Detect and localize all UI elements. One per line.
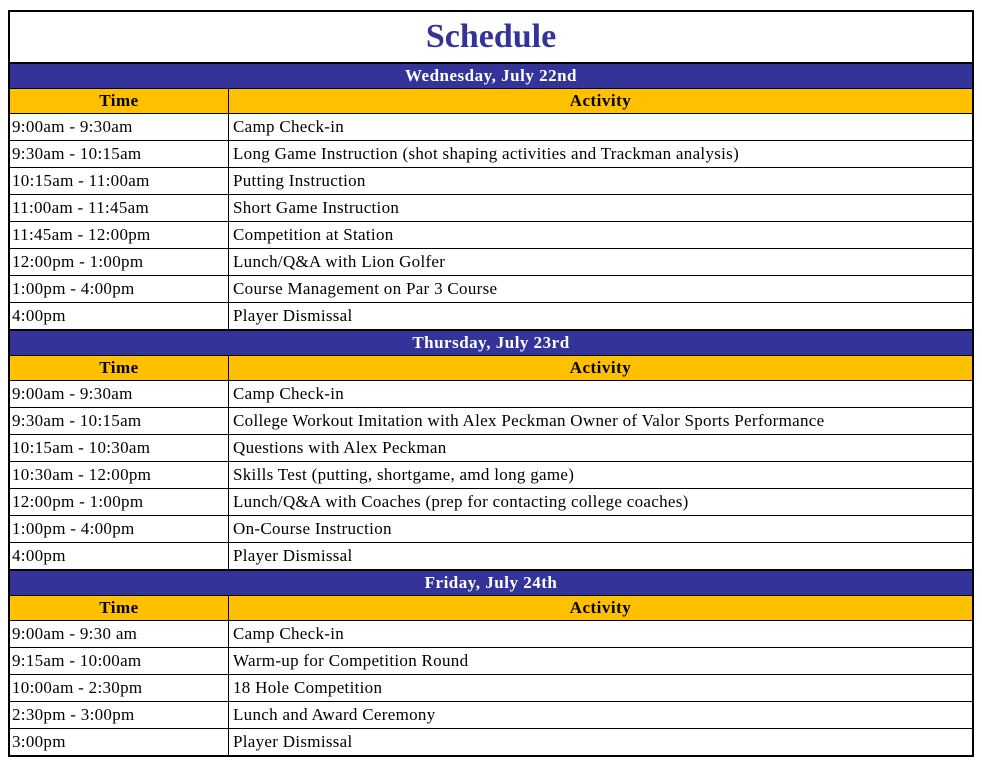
table-row [10, 408, 972, 435]
time-cell: 9:15am - 10:00am [10, 648, 229, 674]
activity-cell: Player Dismissal [233, 732, 353, 751]
time-column-header: Time [10, 356, 229, 380]
activity-column-header: Activity [569, 358, 632, 377]
time-cell: 10:30am - 12:00pm [10, 462, 229, 488]
activity-cell: Competition at Station [233, 225, 394, 244]
table-row [10, 168, 972, 195]
activity-cell: Short Game Instruction [233, 198, 400, 217]
table-row [10, 195, 972, 222]
table-row [10, 276, 972, 303]
table-row [10, 702, 972, 729]
time-cell: 2:30pm - 3:00pm [10, 702, 229, 728]
activity-column-header: Activity [569, 598, 632, 617]
activity-cell: Camp Check-in [233, 117, 345, 136]
day-header: Thursday, July 23rd [10, 329, 972, 356]
table-row [10, 435, 972, 462]
table-row [10, 462, 972, 489]
activity-cell: Skills Test (putting, shortgame, amd long game) [233, 465, 575, 484]
activity-cell: Questions with Alex Peckman [233, 438, 447, 457]
time-column-header: Time [10, 89, 229, 113]
time-cell: 9:30am - 10:15am [10, 141, 229, 167]
activity-cell: 18 Hole Competition [233, 678, 383, 697]
schedule-sheet [8, 10, 974, 757]
time-cell: 1:00pm - 4:00pm [10, 516, 229, 542]
table-row [10, 729, 972, 755]
day-header: Wednesday, July 22nd [10, 62, 972, 89]
time-cell: 9:00am - 9:30am [10, 114, 229, 140]
table-row [10, 381, 972, 408]
time-cell: 10:15am - 11:00am [10, 168, 229, 194]
activity-cell: Lunch and Award Ceremony [233, 705, 436, 724]
column-header-row [10, 596, 972, 621]
time-cell: 4:00pm [10, 303, 229, 329]
time-cell: 4:00pm [10, 543, 229, 569]
column-header-row [10, 89, 972, 114]
time-cell: 11:45am - 12:00pm [10, 222, 229, 248]
day-header: Friday, July 24th [10, 569, 972, 596]
table-row [10, 516, 972, 543]
table-row [10, 621, 972, 648]
activity-column-header: Activity [569, 91, 632, 110]
table-row [10, 114, 972, 141]
activity-cell: Lunch/Q&A with Lion Golfer [233, 252, 446, 271]
table-row [10, 249, 972, 276]
activity-cell: Player Dismissal [233, 546, 353, 565]
time-cell: 10:15am - 10:30am [10, 435, 229, 461]
time-cell: 3:00pm [10, 729, 229, 755]
activity-cell: Player Dismissal [233, 306, 353, 325]
activity-cell: College Workout Imitation with Alex Peckman Owner of Valor Sports Performance [233, 411, 825, 430]
time-cell: 9:00am - 9:30 am [10, 621, 229, 647]
table-row [10, 675, 972, 702]
time-cell: 12:00pm - 1:00pm [10, 489, 229, 515]
table-row [10, 303, 972, 329]
time-cell: 9:30am - 10:15am [10, 408, 229, 434]
time-cell: 1:00pm - 4:00pm [10, 276, 229, 302]
page-title: Schedule [425, 18, 557, 55]
activity-cell: Camp Check-in [233, 384, 345, 403]
activity-cell: Course Management on Par 3 Course [233, 279, 498, 298]
table-row [10, 222, 972, 249]
time-cell: 9:00am - 9:30am [10, 381, 229, 407]
table-row [10, 543, 972, 569]
activity-cell: Warm-up for Competition Round [233, 651, 469, 670]
activity-cell: Putting Instruction [233, 171, 366, 190]
time-column-header: Time [10, 596, 229, 620]
table-row [10, 648, 972, 675]
time-cell: 11:00am - 11:45am [10, 195, 229, 221]
column-header-row [10, 356, 972, 381]
activity-cell: Long Game Instruction (shot shaping activities and Trackman analysis) [233, 144, 740, 163]
time-cell: 12:00pm - 1:00pm [10, 249, 229, 275]
table-row [10, 489, 972, 516]
activity-cell: On-Course Instruction [233, 519, 392, 538]
activity-cell: Lunch/Q&A with Coaches (prep for contacting college coaches) [233, 492, 689, 511]
table-row [10, 141, 972, 168]
activity-cell: Camp Check-in [233, 624, 345, 643]
time-cell: 10:00am - 2:30pm [10, 675, 229, 701]
